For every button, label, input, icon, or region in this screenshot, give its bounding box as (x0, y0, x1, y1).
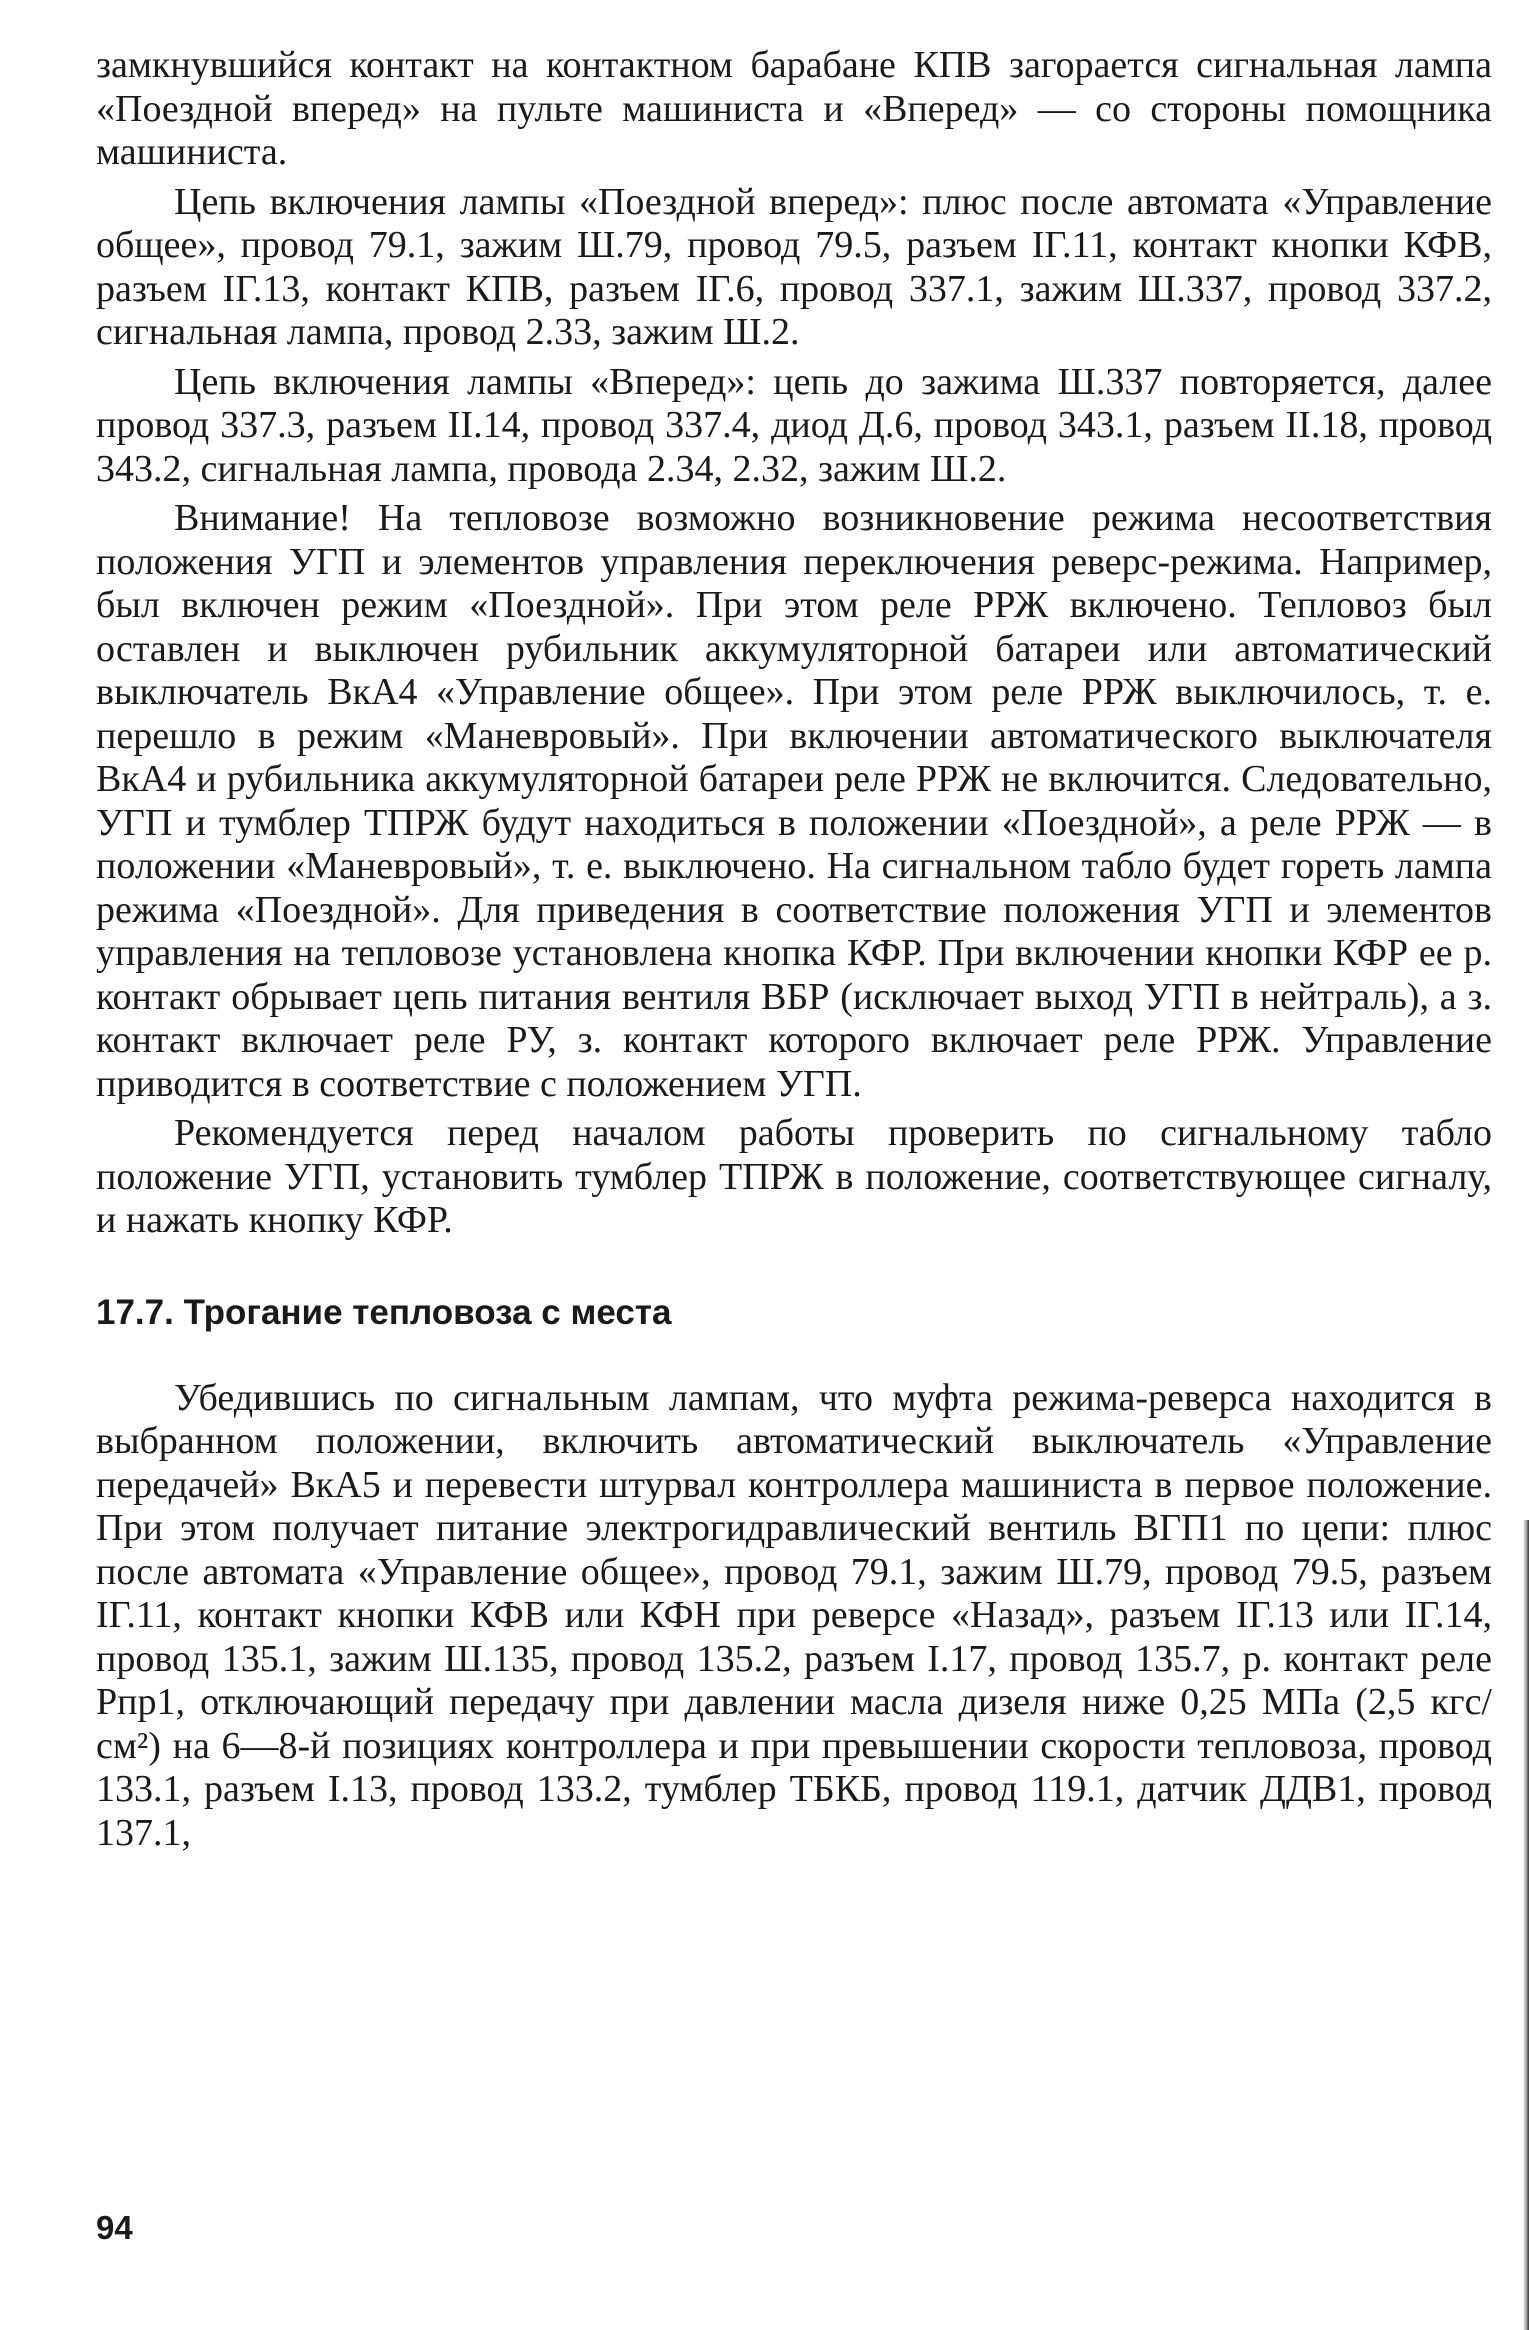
paragraph-forward-lamp-circuit: Цепь включения лампы «Поездной вперед»: плюс после автомата «Управление общее», провод 79.1, зажим Ш.79, провод 79.5, разъем IГ.11, контакт кнопки КФВ, разъем IГ.13, контакт КПВ, разъем IГ.6, провод 337.1, зажим Ш.337, провод 337.2, сигнальная лампа, провод 2.33, зажим Ш.2. (96, 180, 1492, 353)
paragraph-continuation: замкнувшийся контакт на контактном барабане КПВ загорается сигнальная лампа «Поездной вперед» на пульте машиниста и «Вперед» — со стороны помощника машиниста. (96, 44, 1492, 173)
paragraph-recommendation: Рекомендуется перед началом работы проверить по сигнальному табло положение УГП, установить тумблер ТПРЖ в положение, соответствующее сигналу, и нажать кнопку КФР. (96, 1112, 1492, 1241)
paragraph-vpered-lamp-circuit: Цепь включения лампы «Вперед»: цепь до зажима Ш.337 повторяется, далее провод 337.3, разъем II.14, провод 337.4, диод Д.6, провод 343.1, разъем II.18, провод 343.2, сигнальная лампа, провода 2.34, 2.32, зажим Ш.2. (96, 360, 1492, 490)
page-number: 94 (96, 2209, 133, 2246)
paragraph-starting-procedure: Убедившись по сигнальным лампам, что муфта режима-реверса находится в выбранном положении, включить автоматический выключатель «Управление передачей» ВкА5 и перевести штурвал контроллера машиниста в первое положение. При этом получает питание электрогидравлический вентиль ВГП1 по цепи: плюс после автомата «Управление общее», провод 79.1, зажим Ш.79, провод 79.5, разъем IГ.11, контакт кнопки КФВ или КФН при реверсе «Назад», разъем IГ.13 или IГ.14, провод 135.1, зажим Ш.135, провод 135.2, разъем I.17, провод 135.7, р. контакт реле Рпр1, отключающий передачу при давлении масла дизеля ниже 0,25 МПа (2,5 кгс/см²) на 6—8-й позициях контроллера и при превышении скорости тепловоза, провод 133.1, разъем I.13, провод 133.2, тумблер ТБКБ, провод 119.1, датчик ДДВ1, провод 137.1, (96, 1376, 1492, 1854)
paragraph-attention-note: Внимание! На тепловозе возможно возникновение режима несоответствия положения УГП и элементов управления переключения реверс-режима. Например, был включен режим «Поездной». При этом реле РРЖ включено. Тепловоз был оставлен и выключен рубильник аккумуляторной батареи или автоматический выключатель ВкА4 «Управление общее». При этом реле РРЖ выключилось, т. е. перешло в режим «Маневровый». При включении автоматического выключателя ВкА4 и рубильника аккумуляторной батареи реле РРЖ не включится. Следовательно, УГП и тумблер ТПРЖ будут находиться в положении «Поездной», а реле РРЖ — в положении «Маневровый», т. е. выключено. На сигнальном табло будет гореть лампа режима «Поездной». Для приведения в соответствие положения УГП и элементов управления на тепловозе установлена кнопка КФР. При включении кнопки КФР ее р. контакт обрывает цепь питания вентиля ВБР (исключает выход УГП в нейтраль), а з. контакт включает реле РУ, з. контакт которого включает реле РРЖ. Управление приводится в соответствие с положением УГП. (96, 497, 1492, 1105)
section-heading: 17.7. Трогание тепловоза с места (96, 1292, 672, 1332)
scan-edge-shadow (1523, 1520, 1529, 2330)
book-page (96, 44, 1492, 2294)
